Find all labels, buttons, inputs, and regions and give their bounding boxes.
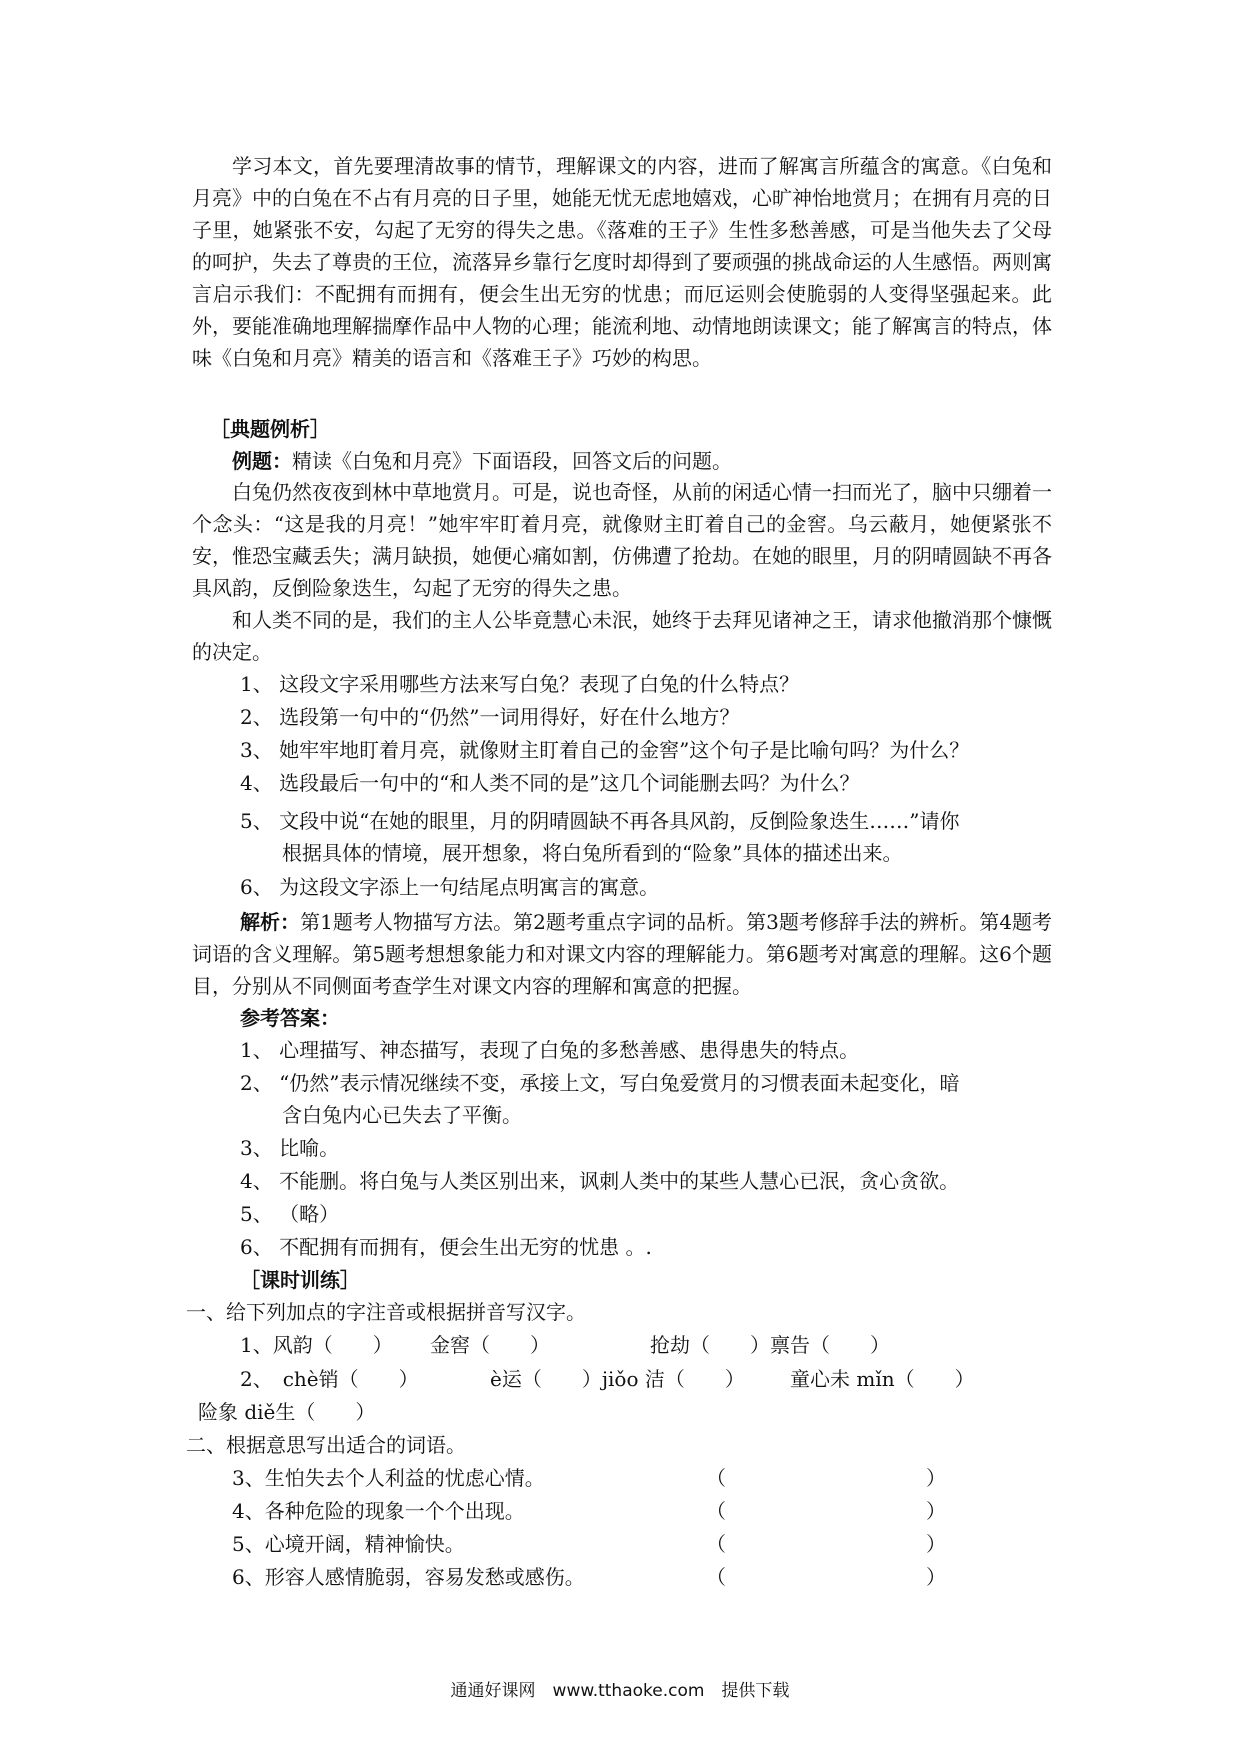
pinyin-row-3: 险象 diě生（ ） [198,1400,376,1424]
question-5: 5、 文段中说“在她的眼里，月的阴晴圆缺不再各具风韵，反倒险象迭生……”请你 [240,809,960,833]
question-6: 6、 为这段文字添上一句结尾点明寓言的寓意。 [240,875,660,899]
analysis-text: 第1题考人物描写方法。第2题考重点字词的品析。第3题考修辞手法的辨析。第4题考词语的含义理解。第5题考想想象能力和对课文内容的理解能力。第6题考对寓意的理解。这6个题目，分别从不同侧面考查学生对课文内容的理解和寓意的把握。 [192,910,1053,998]
answer-3: 3、 比喻。 [240,1136,340,1160]
pinyin-row-2-b: è运（ ）jiǒo 洁（ ） [490,1367,745,1391]
pinyin-row-1-b: 金窖（ ） [430,1333,550,1357]
page-footer: 通通好课网 www.tthaoke.com 提供下载 [450,1681,790,1701]
definition-5: 5、心境开阔，精神愉快。 [232,1532,465,1556]
passage-paragraph-2: 和人类不同的是，我们的主人公毕竟慧心未泯，她终于去拜见诸神之王，请求他撤消那个慷慨的决定。 [192,608,1052,664]
training-heading: ［课时训练］ [240,1268,360,1292]
training-section-1: 一、给下列加点的字注音或根据拼音写汉字。 [186,1300,586,1324]
definition-3-blank: （ ） [706,1466,946,1490]
passage-paragraph-1: 白兔仍然夜夜到林中草地赏月。可是，说也奇怪，从前的闲适心情一扫而光了，脑中只绷着一个念头：“这是我的月亮！”她牢牢盯着月亮，就像财主盯着自己的金窖。乌云蔽月，她便紧张不安，惟恐宝藏丢失；满月缺损，她便心痛如割，仿佛遭了抢劫。在她的眼里，月的阴晴圆缺不再各具风韵，反倒险象迭生，勾起了无穷的得失之患。 [192,480,1052,600]
pinyin-row-2-a: 2、 chè销（ ） [240,1367,419,1391]
example-line [232,446,732,476]
analysis-paragraph [192,906,1052,1002]
example-text: 精读《白兔和月亮》下面语段，回答文后的问题。 [292,449,732,473]
question-4: 4、 选段最后一句中的“和人类不同的是”这几个词能删去吗？为什么？ [240,771,860,795]
question-1: 1、 这段文字采用哪些方法来写白兔？表现了白兔的什么特点？ [240,672,800,696]
pinyin-row-1-a: 1、风韵（ ） [240,1333,393,1357]
answer-2-continued: 含白兔内心已失去了平衡。 [282,1103,522,1127]
definition-5-blank: （ ） [706,1532,946,1556]
definition-4-blank: （ ） [706,1499,946,1523]
question-5-continued: 根据具体的情境，展开想象，将白兔所看到的“险象”具体的描述出来。 [282,841,903,865]
question-2: 2、 选段第一句中的“仍然”一词用得好，好在什么地方？ [240,705,740,729]
answer-5: 5、 （略） [240,1202,340,1226]
training-section-2: 二、根据意思写出适合的词语。 [186,1433,466,1457]
example-heading: ［典题例析］ [210,417,330,441]
intro-paragraph: 学习本文，首先要理清故事的情节，理解课文的内容，进而了解寓言所蕴含的寓意。《白兔和月亮》中的白兔在不占有月亮的日子里，她能无忧无虑地嬉戏，心旷神怡地赏月；在拥有月亮的日子里，她紧张不安，勾起了无穷的得失之患。《落难的王子》生性多愁善感，可是当他失去了父母的呵护，失去了尊贵的王位，流落异乡靠行乞度时却得到了要顽强的挑战命运的人生感悟。两则寓言启示我们：不配拥有而拥有，便会生出无穷的忧患；而厄运则会使脆弱的人变得坚强起来。此外，要能准确地理解揣摩作品中人物的心理；能流利地、动情地朗读课文；能了解寓言的特点，体味《白兔和月亮》精美的语言和《落难王子》巧妙的构思。 [192,154,1052,370]
answer-4: 4、 不能删。将白兔与人类区别出来，讽刺人类中的某些人慧心已泯，贪心贪欲。 [240,1169,960,1193]
answer-1: 1、 心理描写、神态描写，表现了白兔的多愁善感、患得患失的特点。 [240,1038,860,1062]
question-3: 3、 她牢牢地盯着月亮，就像财主盯着自己的金窖”这个句子是比喻句吗？为什么？ [240,738,970,762]
example-label: 例题： [232,449,292,473]
definition-3: 3、生怕失去个人利益的忧虑心情。 [232,1466,545,1490]
analysis-label: 解析： [240,910,301,934]
definition-6-blank: （ ） [706,1565,946,1589]
pinyin-row-1-c: 抢劫（ ）禀告（ ） [650,1333,890,1357]
pinyin-row-2-c: 童心未 mǐn（ ） [790,1367,975,1391]
definition-4: 4、各种危险的现象一个个出现。 [232,1499,525,1523]
definition-6: 6、形容人感情脆弱，容易发愁或感伤。 [232,1565,585,1589]
answer-2: 2、 “仍然”表示情况继续不变，承接上文，写白兔爱赏月的习惯表面未起变化，暗 [240,1071,960,1095]
answer-6: 6、 不配拥有而拥有，便会生出无穷的忧患 。. [240,1235,652,1259]
answers-heading: 参考答案： [240,1006,340,1030]
